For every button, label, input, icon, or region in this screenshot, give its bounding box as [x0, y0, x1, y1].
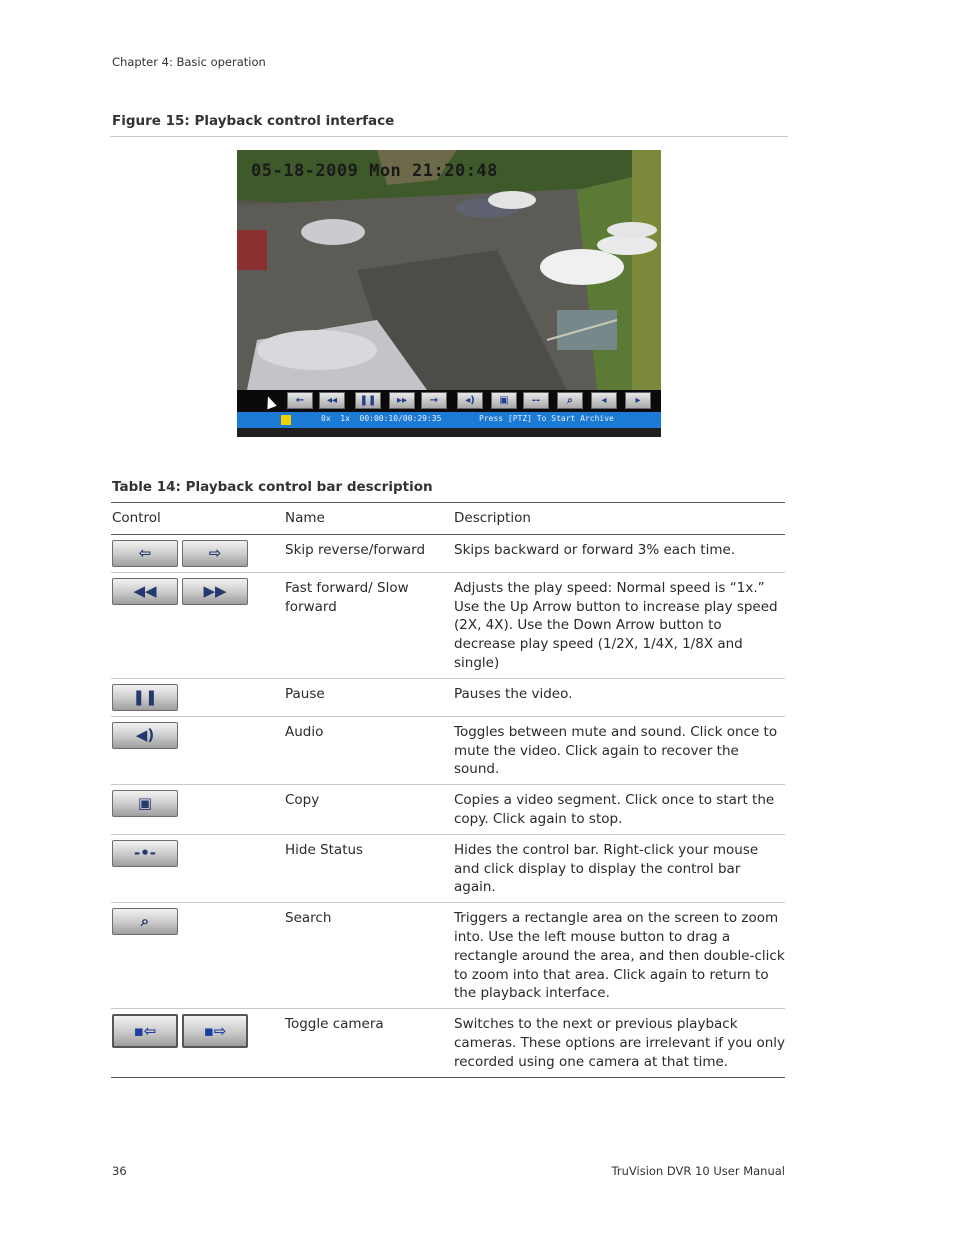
table-row [111, 572, 785, 678]
arrow-right-icon: ⇨ [182, 540, 248, 567]
header-description: Description [453, 503, 785, 535]
hide-status-icon: ‑•‑ [112, 840, 178, 867]
bottom-band [237, 428, 661, 437]
save-icon: ▣ [112, 790, 178, 817]
magnifier-icon: ⌕ [557, 392, 583, 409]
row-name: Pause [284, 678, 453, 716]
skip-forward-icon: → [421, 392, 447, 409]
parking-lot-scene [237, 150, 661, 390]
row-name: Search [284, 903, 453, 1009]
control-cell [111, 834, 284, 902]
table-row [111, 534, 785, 572]
row-name: Audio [284, 716, 453, 784]
row-name: Hide Status [284, 834, 453, 902]
control-cell [111, 903, 284, 1009]
row-description: Triggers a rectangle area on the screen to zoom into. Use the left mouse button to drag a rectangle around the area, and then double-click to zoom into that area. Click again to return to the playback interface. [453, 903, 785, 1009]
table-title: Table 14: Playback control bar description [112, 479, 433, 495]
speaker-icon: ◀) [112, 722, 178, 749]
control-cell [111, 678, 284, 716]
row-name: Copy [284, 785, 453, 835]
table-row [111, 1009, 785, 1077]
pause-icon: ❚❚ [355, 392, 381, 409]
control-cell [111, 572, 284, 678]
volume-icon [281, 415, 291, 425]
save-icon: ▣ [491, 392, 517, 409]
camera-prev-icon: ◂ [591, 392, 617, 409]
control-cell [111, 534, 284, 572]
status-hint: Press [PTZ] To Start Archive [479, 414, 614, 423]
figure-title: Figure 15: Playback control interface [112, 113, 395, 129]
rewind-icon: ◂◂ [319, 392, 345, 409]
chapter-header: Chapter 4: Basic operation [112, 55, 266, 69]
row-name: Fast forward/ Slow forward [284, 572, 453, 678]
camera-next-icon: ▪⇨ [182, 1014, 248, 1048]
header-control: Control [111, 503, 284, 535]
row-description: Hides the control bar. Right-click your mouse and click display to display the control bar again. [453, 834, 785, 902]
table-row [111, 903, 785, 1009]
control-cell [111, 716, 284, 784]
rewind-icon: ◀◀ [112, 578, 178, 605]
table-row [111, 785, 785, 835]
row-description: Adjusts the play speed: Normal speed is “1x.” Use the Up Arrow button to increase play speed (2X, 4X). Use the Down Arrow button to decrease play speed (1/2X, 1/4X, 1/8X and single) [453, 572, 785, 678]
header-name: Name [284, 503, 453, 535]
arrow-left-icon: ⇦ [112, 540, 178, 567]
camera-prev-icon: ▪⇦ [112, 1014, 178, 1048]
row-name: Toggle camera [284, 1009, 453, 1077]
row-name: Skip reverse/forward [284, 534, 453, 572]
playback-screenshot [237, 150, 661, 437]
row-description: Switches to the next or previous playback cameras. These options are irrelevant if you only recorded using one camera at that time. [453, 1009, 785, 1077]
control-bar [237, 390, 661, 412]
page-number: 36 [112, 1164, 127, 1178]
status-bar [237, 412, 661, 428]
control-cell [111, 785, 284, 835]
row-description: Skips backward or forward 3% each time. [453, 534, 785, 572]
status-playtime: 0x 1x 00:00:10/00:29:35 [321, 414, 442, 423]
table-row [111, 716, 785, 784]
hide-status-icon: ‑‑ [523, 392, 549, 409]
table-row [111, 678, 785, 716]
pause-icon: ❚❚ [112, 684, 178, 711]
camera-next-icon: ▸ [625, 392, 651, 409]
control-table [111, 502, 785, 1078]
row-description: Copies a video segment. Click once to start the copy. Click again to stop. [453, 785, 785, 835]
figure-divider [110, 136, 788, 137]
magnifier-icon: ⌕ [112, 908, 178, 935]
fast-forward-icon: ▸▸ [389, 392, 415, 409]
fast-forward-icon: ▶▶ [182, 578, 248, 605]
table-row [111, 834, 785, 902]
osd-timestamp: 05-18-2009 Mon 21:20:48 [251, 161, 498, 181]
speaker-icon: ◂) [457, 392, 483, 409]
control-cell [111, 1009, 284, 1077]
row-description: Pauses the video. [453, 678, 785, 716]
manual-title: TruVision DVR 10 User Manual [611, 1164, 785, 1178]
skip-reverse-icon: ← [287, 392, 313, 409]
row-description: Toggles between mute and sound. Click once to mute the video. Click again to recover the sound. [453, 716, 785, 784]
table-header-row [111, 503, 785, 535]
